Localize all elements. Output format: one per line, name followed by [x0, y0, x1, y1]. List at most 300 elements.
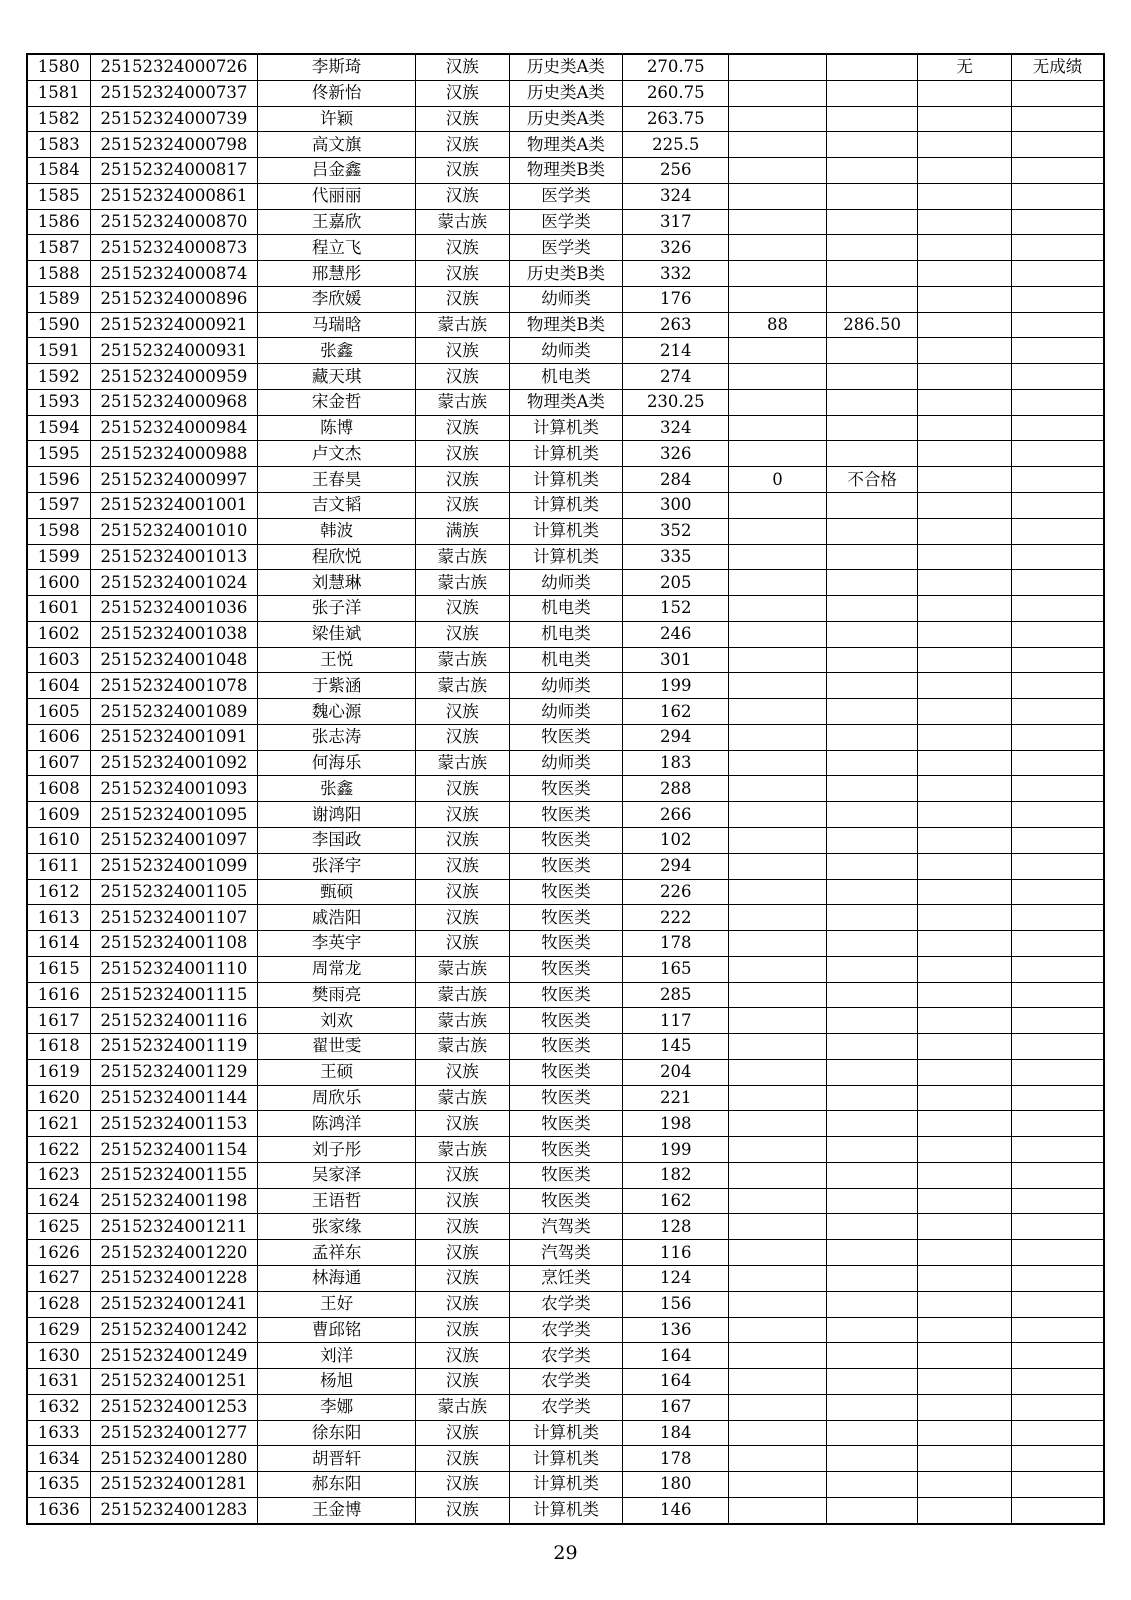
- cell-ethnicity: 蒙古族: [415, 1008, 509, 1034]
- cell-extra-score: [729, 518, 827, 544]
- cell-remark: [918, 1265, 1012, 1291]
- cell-exam-id: 25152324000874: [90, 261, 258, 287]
- cell-row-index: 1634: [27, 1446, 90, 1472]
- cell-note: [1011, 879, 1104, 905]
- cell-student-name: 王悦: [258, 647, 416, 673]
- cell-total-or-result: [826, 338, 918, 364]
- cell-total-or-result: [826, 750, 918, 776]
- cell-note: [1011, 364, 1104, 390]
- cell-student-name: 李欣媛: [258, 286, 416, 312]
- cell-student-name: 吉文韬: [258, 493, 416, 519]
- cell-total-or-result: [826, 596, 918, 622]
- cell-extra-score: [729, 673, 827, 699]
- cell-note: [1011, 518, 1104, 544]
- cell-score: 300: [623, 493, 729, 519]
- cell-note: [1011, 183, 1104, 209]
- cell-student-name: 代丽丽: [258, 183, 416, 209]
- cell-ethnicity: 汉族: [415, 1291, 509, 1317]
- cell-extra-score: [729, 1265, 827, 1291]
- cell-exam-id: 25152324001078: [90, 673, 258, 699]
- cell-category: 牧医类: [509, 905, 623, 931]
- cell-total-or-result: [826, 1420, 918, 1446]
- cell-extra-score: [729, 389, 827, 415]
- cell-exam-id: 25152324001115: [90, 982, 258, 1008]
- cell-score: 156: [623, 1291, 729, 1317]
- cell-extra-score: [729, 905, 827, 931]
- cell-note: [1011, 853, 1104, 879]
- table-row: [27, 905, 1104, 931]
- cell-note: [1011, 1034, 1104, 1060]
- cell-row-index: 1620: [27, 1085, 90, 1111]
- cell-extra-score: [729, 106, 827, 132]
- cell-row-index: 1592: [27, 364, 90, 390]
- cell-row-index: 1632: [27, 1394, 90, 1420]
- cell-row-index: 1616: [27, 982, 90, 1008]
- cell-row-index: 1630: [27, 1343, 90, 1369]
- cell-remark: [918, 1059, 1012, 1085]
- cell-category: 机电类: [509, 621, 623, 647]
- cell-remark: [918, 776, 1012, 802]
- cell-total-or-result: [826, 389, 918, 415]
- cell-student-name: 张志涛: [258, 724, 416, 750]
- cell-extra-score: [729, 699, 827, 725]
- cell-student-name: 王嘉欣: [258, 209, 416, 235]
- cell-ethnicity: 汉族: [415, 364, 509, 390]
- table-row: [27, 1394, 1104, 1420]
- cell-exam-id: 25152324001110: [90, 956, 258, 982]
- cell-student-name: 高文旗: [258, 132, 416, 158]
- cell-student-name: 戚浩阳: [258, 905, 416, 931]
- table-row: [27, 1497, 1104, 1523]
- cell-ethnicity: 蒙古族: [415, 1137, 509, 1163]
- cell-extra-score: [729, 132, 827, 158]
- cell-row-index: 1627: [27, 1265, 90, 1291]
- cell-total-or-result: [826, 724, 918, 750]
- cell-student-name: 谢鸿阳: [258, 802, 416, 828]
- cell-score: 285: [623, 982, 729, 1008]
- cell-student-name: 周常龙: [258, 956, 416, 982]
- cell-score: 246: [623, 621, 729, 647]
- cell-extra-score: [729, 570, 827, 596]
- cell-ethnicity: 蒙古族: [415, 1394, 509, 1420]
- cell-remark: [918, 956, 1012, 982]
- cell-note: [1011, 1420, 1104, 1446]
- cell-row-index: 1582: [27, 106, 90, 132]
- cell-student-name: 陈博: [258, 415, 416, 441]
- cell-row-index: 1626: [27, 1240, 90, 1266]
- cell-note: [1011, 415, 1104, 441]
- cell-row-index: 1633: [27, 1420, 90, 1446]
- cell-row-index: 1615: [27, 956, 90, 982]
- cell-remark: [918, 158, 1012, 184]
- cell-total-or-result: [826, 544, 918, 570]
- cell-remark: [918, 1317, 1012, 1343]
- cell-total-or-result: [826, 1369, 918, 1395]
- cell-category: 牧医类: [509, 1111, 623, 1137]
- cell-total-or-result: [826, 570, 918, 596]
- cell-note: [1011, 724, 1104, 750]
- cell-category: 牧医类: [509, 1034, 623, 1060]
- cell-score: 183: [623, 750, 729, 776]
- cell-total-or-result: [826, 673, 918, 699]
- cell-student-name: 程立飞: [258, 235, 416, 261]
- table-row: [27, 54, 1104, 80]
- cell-note: [1011, 699, 1104, 725]
- cell-row-index: 1624: [27, 1188, 90, 1214]
- cell-exam-id: 25152324001013: [90, 544, 258, 570]
- cell-student-name: 杨旭: [258, 1369, 416, 1395]
- cell-remark: [918, 1111, 1012, 1137]
- cell-category: 烹饪类: [509, 1265, 623, 1291]
- cell-ethnicity: 汉族: [415, 441, 509, 467]
- cell-score: 326: [623, 441, 729, 467]
- cell-student-name: 何海乐: [258, 750, 416, 776]
- cell-total-or-result: [826, 364, 918, 390]
- table-row: [27, 1265, 1104, 1291]
- cell-ethnicity: 汉族: [415, 621, 509, 647]
- table-row: [27, 1240, 1104, 1266]
- cell-row-index: 1606: [27, 724, 90, 750]
- cell-ethnicity: 蒙古族: [415, 1034, 509, 1060]
- cell-category: 历史类A类: [509, 106, 623, 132]
- cell-score: 136: [623, 1317, 729, 1343]
- table-row: [27, 879, 1104, 905]
- cell-category: 机电类: [509, 647, 623, 673]
- cell-total-or-result: [826, 1034, 918, 1060]
- cell-category: 物理类A类: [509, 132, 623, 158]
- cell-total-or-result: [826, 1446, 918, 1472]
- cell-score: 260.75: [623, 80, 729, 106]
- cell-extra-score: [729, 544, 827, 570]
- cell-exam-id: 25152324001089: [90, 699, 258, 725]
- cell-category: 机电类: [509, 364, 623, 390]
- cell-exam-id: 25152324001119: [90, 1034, 258, 1060]
- cell-category: 幼师类: [509, 750, 623, 776]
- cell-total-or-result: [826, 1214, 918, 1240]
- cell-exam-id: 25152324001242: [90, 1317, 258, 1343]
- cell-note: [1011, 905, 1104, 931]
- cell-score: 230.25: [623, 389, 729, 415]
- cell-extra-score: [729, 1059, 827, 1085]
- cell-student-name: 曹邱铭: [258, 1317, 416, 1343]
- table-row: [27, 1085, 1104, 1111]
- cell-extra-score: 88: [729, 312, 827, 338]
- cell-score: 332: [623, 261, 729, 287]
- cell-total-or-result: [826, 1085, 918, 1111]
- table-row: [27, 1111, 1104, 1137]
- cell-row-index: 1623: [27, 1162, 90, 1188]
- cell-ethnicity: 蒙古族: [415, 1085, 509, 1111]
- cell-ethnicity: 汉族: [415, 261, 509, 287]
- cell-note: [1011, 493, 1104, 519]
- cell-total-or-result: [826, 1343, 918, 1369]
- cell-total-or-result: [826, 106, 918, 132]
- cell-ethnicity: 汉族: [415, 802, 509, 828]
- cell-student-name: 吴家泽: [258, 1162, 416, 1188]
- cell-total-or-result: [826, 647, 918, 673]
- table-row: [27, 1343, 1104, 1369]
- cell-total-or-result: [826, 1394, 918, 1420]
- cell-score: 102: [623, 827, 729, 853]
- cell-ethnicity: 汉族: [415, 931, 509, 957]
- cell-ethnicity: 汉族: [415, 724, 509, 750]
- cell-remark: [918, 673, 1012, 699]
- cell-row-index: 1631: [27, 1369, 90, 1395]
- cell-ethnicity: 汉族: [415, 286, 509, 312]
- cell-student-name: 马瑞晗: [258, 312, 416, 338]
- cell-exam-id: 25152324001107: [90, 905, 258, 931]
- table-row: [27, 827, 1104, 853]
- table-row: [27, 441, 1104, 467]
- cell-note: [1011, 1497, 1104, 1523]
- cell-score: 162: [623, 699, 729, 725]
- cell-category: 计算机类: [509, 441, 623, 467]
- cell-row-index: 1617: [27, 1008, 90, 1034]
- cell-exam-id: 25152324001277: [90, 1420, 258, 1446]
- cell-exam-id: 25152324001010: [90, 518, 258, 544]
- cell-row-index: 1598: [27, 518, 90, 544]
- table-row: [27, 1472, 1104, 1498]
- cell-total-or-result: [826, 158, 918, 184]
- cell-total-or-result: [826, 905, 918, 931]
- cell-remark: [918, 441, 1012, 467]
- cell-score: 184: [623, 1420, 729, 1446]
- cell-remark: [918, 1085, 1012, 1111]
- cell-category: 牧医类: [509, 1188, 623, 1214]
- cell-row-index: 1619: [27, 1059, 90, 1085]
- cell-extra-score: [729, 364, 827, 390]
- cell-score: 326: [623, 235, 729, 261]
- cell-extra-score: [729, 261, 827, 287]
- cell-total-or-result: [826, 132, 918, 158]
- cell-note: [1011, 750, 1104, 776]
- cell-category: 牧医类: [509, 724, 623, 750]
- cell-row-index: 1588: [27, 261, 90, 287]
- cell-note: [1011, 1317, 1104, 1343]
- table-row: [27, 1059, 1104, 1085]
- table-row: [27, 518, 1104, 544]
- cell-total-or-result: [826, 493, 918, 519]
- cell-row-index: 1611: [27, 853, 90, 879]
- cell-extra-score: [729, 1291, 827, 1317]
- cell-remark: [918, 1343, 1012, 1369]
- cell-category: 牧医类: [509, 879, 623, 905]
- cell-ethnicity: 汉族: [415, 1240, 509, 1266]
- cell-student-name: 魏心源: [258, 699, 416, 725]
- cell-score: 204: [623, 1059, 729, 1085]
- cell-ethnicity: 汉族: [415, 1162, 509, 1188]
- cell-score: 116: [623, 1240, 729, 1266]
- cell-remark: [918, 415, 1012, 441]
- cell-category: 历史类B类: [509, 261, 623, 287]
- cell-exam-id: 25152324001253: [90, 1394, 258, 1420]
- cell-score: 263.75: [623, 106, 729, 132]
- cell-extra-score: [729, 183, 827, 209]
- cell-ethnicity: 满族: [415, 518, 509, 544]
- cell-student-name: 孟祥东: [258, 1240, 416, 1266]
- cell-student-name: 邢慧彤: [258, 261, 416, 287]
- cell-extra-score: [729, 750, 827, 776]
- cell-remark: [918, 80, 1012, 106]
- cell-remark: [918, 286, 1012, 312]
- table-row: [27, 1162, 1104, 1188]
- cell-remark: [918, 1369, 1012, 1395]
- score-table: [26, 53, 1105, 1525]
- cell-note: [1011, 106, 1104, 132]
- cell-ethnicity: 汉族: [415, 493, 509, 519]
- cell-extra-score: [729, 338, 827, 364]
- cell-category: 计算机类: [509, 518, 623, 544]
- cell-remark: [918, 1137, 1012, 1163]
- cell-ethnicity: 汉族: [415, 467, 509, 493]
- cell-score: 324: [623, 415, 729, 441]
- cell-ethnicity: 汉族: [415, 1343, 509, 1369]
- cell-total-or-result: [826, 621, 918, 647]
- cell-row-index: 1587: [27, 235, 90, 261]
- cell-note: [1011, 621, 1104, 647]
- cell-category: 牧医类: [509, 853, 623, 879]
- cell-category: 机电类: [509, 596, 623, 622]
- cell-exam-id: 25152324001283: [90, 1497, 258, 1523]
- cell-score: 205: [623, 570, 729, 596]
- cell-student-name: 王金博: [258, 1497, 416, 1523]
- cell-remark: [918, 1188, 1012, 1214]
- cell-category: 牧医类: [509, 1162, 623, 1188]
- cell-remark: [918, 905, 1012, 931]
- cell-ethnicity: 汉族: [415, 1111, 509, 1137]
- cell-total-or-result: [826, 1317, 918, 1343]
- cell-ethnicity: 蒙古族: [415, 570, 509, 596]
- cell-category: 医学类: [509, 183, 623, 209]
- cell-remark: [918, 364, 1012, 390]
- cell-total-or-result: [826, 699, 918, 725]
- cell-score: 178: [623, 1446, 729, 1472]
- table-row: [27, 132, 1104, 158]
- cell-score: 199: [623, 1137, 729, 1163]
- cell-score: 164: [623, 1343, 729, 1369]
- cell-remark: [918, 1420, 1012, 1446]
- cell-student-name: 李斯琦: [258, 54, 416, 80]
- cell-row-index: 1584: [27, 158, 90, 184]
- cell-category: 牧医类: [509, 776, 623, 802]
- cell-row-index: 1597: [27, 493, 90, 519]
- cell-row-index: 1581: [27, 80, 90, 106]
- cell-extra-score: [729, 1317, 827, 1343]
- cell-extra-score: [729, 1008, 827, 1034]
- cell-category: 牧医类: [509, 982, 623, 1008]
- cell-note: [1011, 1137, 1104, 1163]
- cell-row-index: 1618: [27, 1034, 90, 1060]
- cell-category: 牧医类: [509, 956, 623, 982]
- cell-row-index: 1612: [27, 879, 90, 905]
- cell-note: [1011, 286, 1104, 312]
- table-row: [27, 570, 1104, 596]
- table-row: [27, 776, 1104, 802]
- cell-total-or-result: [826, 982, 918, 1008]
- cell-remark: [918, 570, 1012, 596]
- cell-extra-score: [729, 596, 827, 622]
- table-row: [27, 389, 1104, 415]
- cell-category: 物理类B类: [509, 312, 623, 338]
- cell-student-name: 樊雨亮: [258, 982, 416, 1008]
- cell-exam-id: 25152324001144: [90, 1085, 258, 1111]
- cell-remark: [918, 493, 1012, 519]
- cell-student-name: 韩波: [258, 518, 416, 544]
- cell-extra-score: [729, 827, 827, 853]
- cell-remark: [918, 699, 1012, 725]
- cell-remark: [918, 106, 1012, 132]
- cell-remark: 无: [918, 54, 1012, 80]
- table-row: [27, 673, 1104, 699]
- cell-total-or-result: [826, 1137, 918, 1163]
- table-row: [27, 1420, 1104, 1446]
- cell-exam-id: 25152324000861: [90, 183, 258, 209]
- cell-student-name: 王语哲: [258, 1188, 416, 1214]
- cell-category: 医学类: [509, 209, 623, 235]
- cell-ethnicity: 汉族: [415, 132, 509, 158]
- table-row: [27, 415, 1104, 441]
- cell-ethnicity: 汉族: [415, 54, 509, 80]
- cell-category: 牧医类: [509, 802, 623, 828]
- cell-exam-id: 25152324001038: [90, 621, 258, 647]
- cell-student-name: 郝东阳: [258, 1472, 416, 1498]
- cell-ethnicity: 汉族: [415, 879, 509, 905]
- table-body: [27, 54, 1104, 1524]
- cell-note: [1011, 1214, 1104, 1240]
- cell-ethnicity: 汉族: [415, 853, 509, 879]
- cell-category: 物理类B类: [509, 158, 623, 184]
- table-row: [27, 596, 1104, 622]
- cell-exam-id: 25152324000726: [90, 54, 258, 80]
- cell-extra-score: [729, 931, 827, 957]
- cell-row-index: 1607: [27, 750, 90, 776]
- cell-remark: [918, 621, 1012, 647]
- cell-exam-id: 25152324001024: [90, 570, 258, 596]
- cell-exam-id: 25152324000931: [90, 338, 258, 364]
- cell-score: 352: [623, 518, 729, 544]
- cell-row-index: 1596: [27, 467, 90, 493]
- cell-student-name: 李英宇: [258, 931, 416, 957]
- cell-student-name: 周欣乐: [258, 1085, 416, 1111]
- cell-student-name: 刘子彤: [258, 1137, 416, 1163]
- cell-score: 214: [623, 338, 729, 364]
- cell-exam-id: 25152324001281: [90, 1472, 258, 1498]
- cell-score: 263: [623, 312, 729, 338]
- cell-ethnicity: 汉族: [415, 80, 509, 106]
- cell-total-or-result: [826, 80, 918, 106]
- cell-student-name: 甄硕: [258, 879, 416, 905]
- cell-student-name: 李国政: [258, 827, 416, 853]
- cell-exam-id: 25152324001280: [90, 1446, 258, 1472]
- cell-exam-id: 25152324000968: [90, 389, 258, 415]
- table-row: [27, 621, 1104, 647]
- cell-exam-id: 25152324001048: [90, 647, 258, 673]
- cell-extra-score: [729, 1085, 827, 1111]
- table-row: [27, 1369, 1104, 1395]
- cell-ethnicity: 蒙古族: [415, 750, 509, 776]
- table-row: [27, 338, 1104, 364]
- table-row: [27, 312, 1104, 338]
- cell-remark: [918, 879, 1012, 905]
- cell-extra-score: [729, 853, 827, 879]
- cell-row-index: 1610: [27, 827, 90, 853]
- cell-student-name: 张泽宇: [258, 853, 416, 879]
- cell-extra-score: [729, 647, 827, 673]
- cell-ethnicity: 汉族: [415, 1059, 509, 1085]
- cell-category: 历史类A类: [509, 54, 623, 80]
- cell-score: 266: [623, 802, 729, 828]
- cell-score: 165: [623, 956, 729, 982]
